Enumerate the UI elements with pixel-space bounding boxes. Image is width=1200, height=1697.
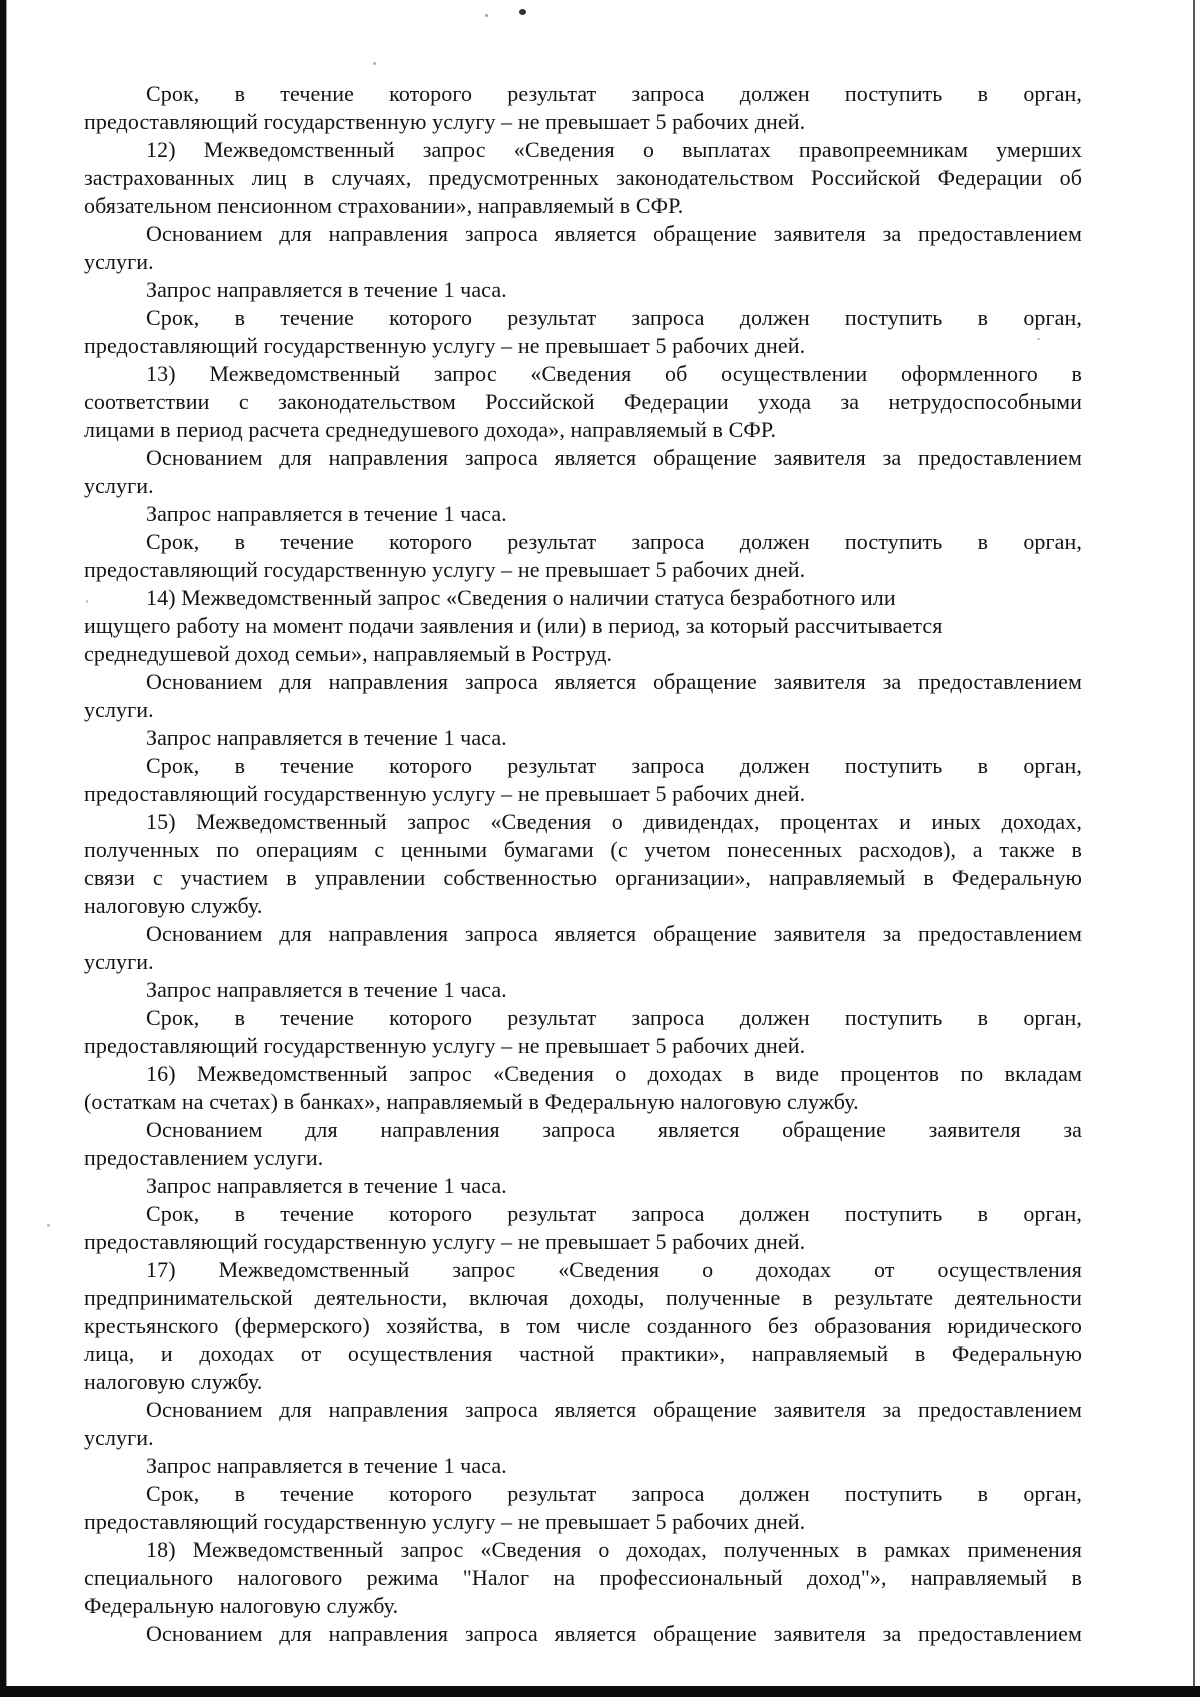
- text-line: предоставлением услуги.: [84, 1145, 324, 1170]
- paragraph: [84, 1480, 1082, 1536]
- scan-speck-artifact: [519, 9, 526, 15]
- paragraph: [84, 724, 1082, 752]
- paragraph: [84, 528, 1082, 584]
- text-line: (остаткам на счетах) в банках», направляемый в Федеральную налоговую службу.: [84, 1089, 859, 1114]
- text-line: 16) Межведомственный запрос «Сведения о доходах в виде процентов по вкладам: [146, 1061, 1082, 1086]
- text-line: предоставляющий государственную услугу – не превышает 5 рабочих дней.: [84, 781, 806, 806]
- text-line: Запрос направляется в течение 1 часа.: [146, 1173, 507, 1198]
- text-line: Основанием для направления запроса является обращение заявителя за предоставлением: [146, 1621, 1082, 1646]
- text-line: Срок, в течение которого результат запроса должен поступить в орган,: [146, 81, 1082, 106]
- paragraph: [84, 136, 1082, 220]
- text-line: услуги.: [84, 1425, 154, 1450]
- text-line: Запрос направляется в течение 1 часа.: [146, 977, 507, 1002]
- paragraph: [84, 1452, 1082, 1480]
- text-line: налоговую службу.: [84, 893, 263, 918]
- text-line: Основанием для направления запроса является обращение заявителя за предоставлением: [146, 445, 1082, 470]
- text-line: застрахованных лиц в случаях, предусмотренных законодательством Российской Федерации об: [84, 165, 1082, 190]
- paragraph: [84, 360, 1082, 444]
- text-line: предпринимательской деятельности, включая доходы, полученные в результате деятельности: [84, 1285, 1082, 1310]
- paragraph: [84, 1172, 1082, 1200]
- text-line: лица, и доходах от осуществления частной практики», направляемый в Федеральную: [84, 1341, 1082, 1366]
- paragraph: [84, 808, 1082, 920]
- scan-speck-artifact: [47, 1224, 50, 1227]
- scan-speck-artifact: [86, 600, 88, 603]
- paragraph: [84, 80, 1082, 136]
- scan-left-edge-artifact: [0, 0, 6, 1697]
- paragraph: [84, 304, 1082, 360]
- paragraph: [84, 276, 1082, 304]
- text-line: 14) Межведомственный запрос «Сведения о наличии статуса безработного или: [146, 585, 896, 610]
- text-line: Основанием для направления запроса является обращение заявителя за предоставлением: [146, 669, 1082, 694]
- paragraph: [84, 444, 1082, 500]
- text-line: предоставляющий государственную услугу – не превышает 5 рабочих дней.: [84, 1509, 806, 1534]
- text-line: предоставляющий государственную услугу – не превышает 5 рабочих дней.: [84, 1033, 806, 1058]
- text-line: специального налогового режима "Налог на профессиональный доход"», направляемый в: [84, 1565, 1082, 1590]
- text-line: услуги.: [84, 949, 154, 974]
- scan-bottom-edge-artifact: [0, 1686, 1200, 1697]
- text-line: Федеральную налоговую службу.: [84, 1593, 399, 1618]
- text-line: 13) Межведомственный запрос «Сведения об осуществлении оформленного в: [146, 361, 1082, 386]
- text-line: Основанием для направления запроса является обращение заявителя за предоставлением: [146, 921, 1082, 946]
- paragraph: [84, 1396, 1082, 1452]
- text-line: Срок, в течение которого результат запроса должен поступить в орган,: [146, 753, 1082, 778]
- text-line: услуги.: [84, 249, 154, 274]
- text-line: предоставляющий государственную услугу – не превышает 5 рабочих дней.: [84, 1229, 806, 1254]
- paragraph: [84, 584, 1082, 668]
- text-line: Основанием для направления запроса является обращение заявителя за предоставлением: [146, 221, 1082, 246]
- text-line: 15) Межведомственный запрос «Сведения о дивидендах, процентах и иных доходах,: [146, 809, 1082, 834]
- paragraph: [84, 220, 1082, 276]
- text-line: Срок, в течение которого результат запроса должен поступить в орган,: [146, 1201, 1082, 1226]
- text-line: соответствии с законодательством Российской Федерации ухода за нетрудоспособными: [84, 389, 1082, 414]
- text-line: Запрос направляется в течение 1 часа.: [146, 1453, 507, 1478]
- text-line: полученных по операциям с ценными бумагами (с учетом понесенных расходов), а также в: [84, 837, 1082, 862]
- text-line: Срок, в течение которого результат запроса должен поступить в орган,: [146, 1481, 1082, 1506]
- text-line: 12) Межведомственный запрос «Сведения о выплатах правопреемникам умерших: [146, 137, 1082, 162]
- paragraph: [84, 668, 1082, 724]
- scan-speck-artifact: [485, 14, 488, 17]
- text-line: среднедушевой доход семьи», направляемый в Роструд.: [84, 641, 613, 666]
- text-line: крестьянского (фермерского) хозяйства, в том числе созданного без образования юридического: [84, 1313, 1082, 1338]
- text-line: лицами в период расчета среднедушевого дохода», направляемый в СФР.: [84, 417, 777, 442]
- text-line: предоставляющий государственную услугу – не превышает 5 рабочих дней.: [84, 333, 806, 358]
- document-text: [84, 80, 1082, 1648]
- text-line: 18) Межведомственный запрос «Сведения о доходах, полученных в рамках применения: [146, 1537, 1082, 1562]
- scan-right-edge-artifact: [1193, 0, 1195, 1697]
- text-line: связи с участием в управлении собственностью организации», направляемый в Федеральную: [84, 865, 1082, 890]
- text-line: Запрос направляется в течение 1 часа.: [146, 725, 507, 750]
- text-line: Запрос направляется в течение 1 часа.: [146, 277, 507, 302]
- paragraph: [84, 1004, 1082, 1060]
- text-line: услуги.: [84, 473, 154, 498]
- text-line: Основанием для направления запроса является обращение заявителя за: [146, 1117, 1082, 1142]
- text-line: Основанием для направления запроса является обращение заявителя за предоставлением: [146, 1397, 1082, 1422]
- text-line: предоставляющий государственную услугу – не превышает 5 рабочих дней.: [84, 109, 806, 134]
- paragraph: [84, 752, 1082, 808]
- text-line: 17) Межведомственный запрос «Сведения о доходах от осуществления: [146, 1257, 1082, 1282]
- text-line: Срок, в течение которого результат запроса должен поступить в орган,: [146, 1005, 1082, 1030]
- text-line: налоговую службу.: [84, 1369, 263, 1394]
- paragraph: [84, 1200, 1082, 1256]
- paragraph: [84, 920, 1082, 976]
- paragraph: [84, 1060, 1082, 1116]
- paragraph: [84, 1620, 1082, 1648]
- text-line: обязательном пенсионном страховании», направляемый в СФР.: [84, 193, 684, 218]
- text-line: услуги.: [84, 697, 154, 722]
- text-line: ищущего работу на момент подачи заявления и (или) в период, за который рассчитывается: [84, 613, 943, 638]
- text-line: Срок, в течение которого результат запроса должен поступить в орган,: [146, 529, 1082, 554]
- scan-speck-artifact: [1037, 338, 1040, 340]
- paragraph: [84, 1536, 1082, 1620]
- text-line: предоставляющий государственную услугу – не превышает 5 рабочих дней.: [84, 557, 806, 582]
- paragraph: [84, 976, 1082, 1004]
- paragraph: [84, 1256, 1082, 1396]
- text-line: Запрос направляется в течение 1 часа.: [146, 501, 507, 526]
- paragraph: [84, 500, 1082, 528]
- scan-speck-artifact: [373, 62, 376, 65]
- text-line: Срок, в течение которого результат запроса должен поступить в орган,: [146, 305, 1082, 330]
- paragraph: [84, 1116, 1082, 1172]
